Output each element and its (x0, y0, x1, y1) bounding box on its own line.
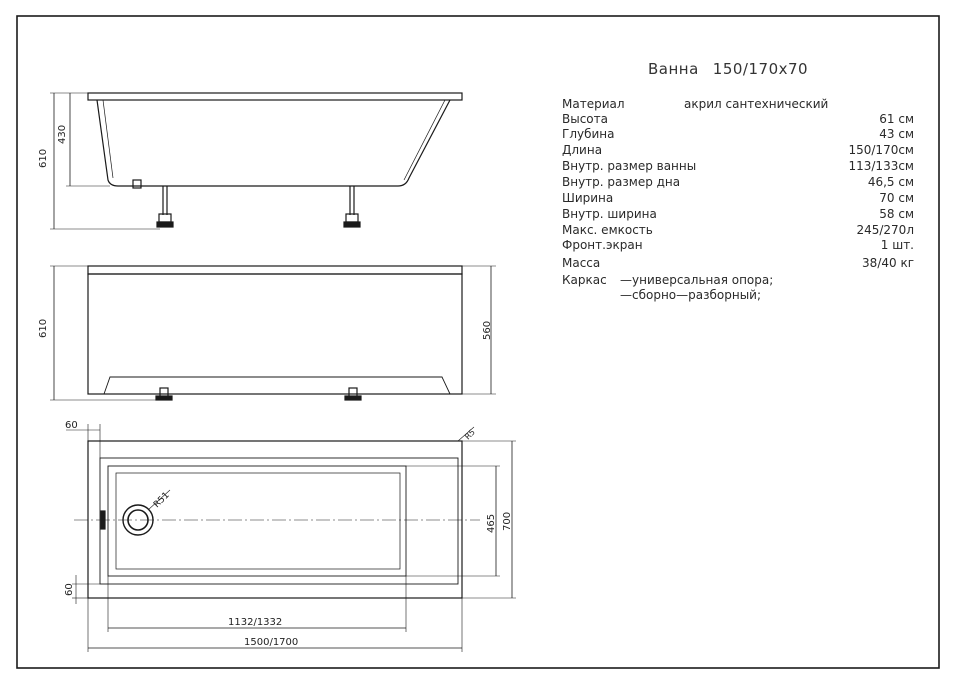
spec-row (562, 143, 914, 158)
spec-value: 43 см (879, 127, 914, 141)
spec-row (562, 175, 914, 190)
spec-value: акрил сантехнический (684, 97, 829, 111)
dim-outer-width: 700 (502, 511, 513, 531)
spec-row (562, 223, 914, 238)
dim-rim-bottom: 60 (64, 583, 75, 596)
spec-key: Ширина (562, 191, 614, 205)
spec-row (562, 97, 914, 112)
spec-key: Фронт.экран (562, 238, 643, 252)
frame-line-1: —универсальная опора; (620, 273, 774, 287)
product-size: 150/170x70 (712, 60, 809, 78)
spec-value: 113/133см (848, 159, 914, 173)
spec-value: 46,5 см (867, 175, 914, 189)
spec-row (562, 191, 914, 206)
spec-key: Длина (562, 143, 603, 157)
spec-value: 245/270л (856, 223, 914, 237)
frame-key: Каркас (562, 273, 607, 287)
spec-key: Масса (562, 256, 601, 270)
dim-screen-height: 560 (482, 320, 493, 340)
side-view (50, 93, 462, 229)
spec-row (562, 207, 914, 222)
front-view (50, 266, 496, 400)
dim-side-height: 610 (38, 148, 49, 168)
spec-row (562, 159, 914, 174)
spec-value: 38/40 кг (862, 256, 914, 270)
spec-key: Высота (562, 112, 608, 126)
product-name: Ванна (648, 60, 699, 78)
dim-rim-top: 60 (65, 420, 78, 431)
dim-inner-length: 1132/1332 (228, 617, 283, 628)
spec-row (562, 256, 914, 271)
spec-value: 150/170см (848, 143, 914, 157)
spec-value: 1 шт. (880, 238, 914, 252)
top-view (66, 424, 516, 652)
spec-value: 70 см (879, 191, 914, 205)
product-title (648, 60, 822, 78)
spec-row (562, 238, 914, 253)
spec-row (562, 127, 914, 142)
dim-side-depth: 430 (57, 124, 68, 144)
dim-drain-radius: R51 (152, 490, 172, 511)
spec-value: 58 см (879, 207, 914, 221)
spec-key: Материал (562, 97, 625, 111)
frame-line-2: —сборно—разборный; (620, 288, 762, 302)
dim-corner-radius: R5 (463, 427, 477, 442)
spec-key: Макс. емкость (562, 223, 653, 237)
spec-key: Внутр. размер дна (562, 175, 681, 189)
spec-value: 61 см (879, 112, 914, 126)
dim-inner-width: 465 (486, 513, 497, 533)
dim-front-height: 610 (38, 318, 49, 338)
spec-row (562, 112, 914, 127)
spec-key: Внутр. размер ванны (562, 159, 697, 173)
spec-key: Глубина (562, 127, 615, 141)
dim-outer-length: 1500/1700 (244, 637, 299, 648)
spec-key: Внутр. ширина (562, 207, 657, 221)
